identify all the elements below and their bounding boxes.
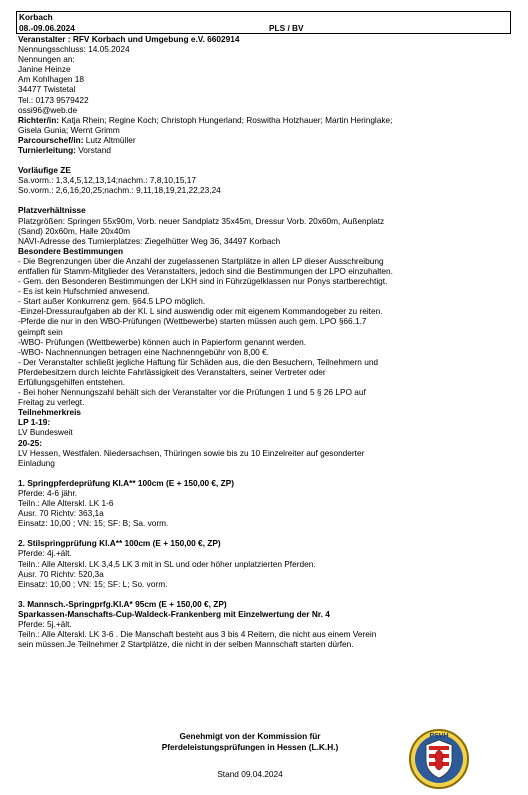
contact-name: Janine Heinze [18,64,71,75]
header-box [16,11,511,34]
pruefung-title: 2. Stilspringprüfung Kl.A** 100cm (E + 150,00 €, ZP) [18,538,221,549]
contact-email[interactable]: ossi96@web.de [18,104,78,115]
pruefung-subtitle: Sparkassen-Manschafts-Cup-Waldeck-Frankenberg mit Einzelwertung der Nr. 4 [18,608,330,619]
richter-names: Katja Rhein; Regine Koch; Christoph Hungerland; Roswitha Holzhauer; Martin Heringlake; [59,114,393,125]
besondere-line: - Es ist kein Hufschmied anwesend. [18,286,150,297]
teilnehmer-title: Teilnehmerkreis [18,407,82,418]
approval-footer [120,731,380,753]
besondere-line: -Einzel-Dressuraufgaben ab der Kl. L sind auswendig oder mit eigenem Kommandogeber zu reiten. [18,306,383,317]
pruefung-line: Teiln.: Alle Alterskl. LK 3-6 . Die Manschaft besteht aus 3 bis 4 Reitern, die nicht aus einem Verein [18,629,377,640]
content [18,34,513,649]
ze-so: So.vorm.: 2,6,16,20,25;nachm.: 9,11,18,19,21,22,23,24 [18,185,221,196]
pruefung-line: sein müssen.Je Teilnehmer 2 Startplätze, die nicht in der selben Mannschaft starten dürfen. [18,639,354,650]
teilnehmer-nr-label: 20-25: [18,437,42,448]
besondere-line: -Pferde die nur in den WBO-Prüfungen (Wettbewerbe) starten müssen auch gem. LPO §66.1.7 [18,316,367,327]
header-type: PLS / BV [269,22,304,33]
contact-city: 34477 Twistetal [18,84,76,95]
pruefung-line: Teiln.: Alle Alterskl. LK 1-6 [18,498,114,509]
stand-date: Stand 09.04.2024 [217,769,283,779]
pruefung-title: 1. Springpferdeprüfung Kl.A** 100cm (E + 150,00 €, ZP) [18,477,235,488]
teilnehmer-lp-value: LV Bundesweit [18,427,73,438]
pruefung-line: Einsatz: 10,00 ; VN: 15; SF: L; So. vorm. [18,578,168,589]
veranstalter: Veranstalter : RFV Korbach und Umgebung e.V. 6602914 [18,34,240,44]
contact-street: Am Kohlhagen 18 [18,74,84,85]
besondere-line: -WBO- Nachnennungen betragen eine Nachnenngebühr von 8,00 €. [18,346,269,357]
besondere-line: Freitag zu verlegt. [18,397,85,408]
pruefung-title: 3. Mannsch.-Springprfg.Kl.A* 95cm (E + 150,00 €, ZP) [18,598,227,609]
seal-text: PSVH [429,733,449,740]
pruefung-line: Ausr. 70 Richtv: 520,3a [18,568,104,579]
besondere-list [18,256,513,407]
pruefung-line: Pferde: 4-6 jähr. [18,487,78,498]
teilnehmer-lp-label: LP 1-19: [18,417,51,428]
besondere-line: - Der Veranstalter schließt jegliche Haftung für Schäden aus, die den Besuchern, Teilnehmern und [18,356,379,367]
besondere-title: Besondere Bestimmungen [18,245,124,256]
header-place: Korbach [19,12,53,22]
besondere-line: - Bei hoher Nennungszahl behält sich der Veranstalter vor die Prüfungen 1 und 5 § 26 LPO auf [18,387,366,398]
teilnehmer-nr-line-1: LV Hessen, Westfalen. Niedersachsen, Thüringen sowie bis zu 10 Einzelreiter auf gesonderter [18,447,365,458]
header-dates: 08.-09.06.2024 [19,22,75,33]
richter-label: Richter/in: [18,114,60,125]
richter-line [18,115,513,125]
pruefung-line: Pferde: 5j.+ält. [18,618,72,629]
platz-line-2: (Sand) 20x60m, Halle 20x40m [18,225,131,236]
pruefung-line: Teiln.: Alle Alterskl. LK 3,4,5 LK 3 mit in SL und oder höher unplatzierten Pferden. [18,558,316,569]
ze-sa: Sa.vorm.: 1,3,4,5,12,13,14;nachm.: 7,8,10,15,17 [18,175,197,186]
parcours-label: Parcourschef/in: [18,134,84,145]
turnier-label: Turnierleitung: [18,145,76,156]
parcours-line [18,135,513,145]
contact-tel: Tel.: 0173 9579422 [18,94,89,105]
richter-line-2: Gisela Gunia; Wernt Grimm [18,124,120,135]
turnier-value: Vorstand [75,145,111,156]
teilnehmer-nr-line-2: Einladung [18,457,55,468]
besondere-line: -WBO- Prüfungen (Wettbewerbe) können auch in Papierform genannt werden. [18,336,307,347]
nennungsschluss: Nennungsschluss: 14.05.2024 [18,44,130,55]
besondere-line: - Start außer Konkurrenz gem. §64.5 LPO möglich. [18,296,206,307]
besondere-line: entfallen für Stamm-Mitglieder des Veranstalters, jedoch sind die Bestimmungen der LPO einzuhalten. [18,265,393,276]
besondere-line: Pferdebesitzern durch leichte Fahrlässigkeit des Veranstalters, seiner Vertreter oder [18,366,326,377]
besondere-line: - Die Begrenzungen über die Anzahl der zugelassenen Startplätze in allen LP dieser Ausschreibung [18,255,384,266]
turnier-line [18,145,513,155]
besondere-line: - Gem. den Besonderen Bestimmungen der LKH sind in Führzügelklassen nur Ponys startberechtigt. [18,276,388,287]
pruefung-line: Pferde: 4j.+ält. [18,548,72,559]
platz-title: Platzverhältnisse [18,205,86,216]
ze-title: Vorläufige ZE [18,165,71,176]
approval-line-1: Genehmigt von der Kommission für [179,731,321,741]
parcours-value: Lutz Altmüller [83,134,136,145]
platz-line-1: Platzgrößen: Springen 55x90m, Vorb. neuer Sandplatz 35x45m, Dressur Vorb. 20x60m, Außenplatz [18,215,385,226]
pruefung-1 [18,478,513,528]
besondere-line: Erfüllungsgehilfen entstehen. [18,377,126,387]
psvh-seal-icon [408,728,470,790]
besondere-line: geimpft sein [18,326,63,337]
platz-line-3: NAVI-Adresse des Turnierplatzes: Ziegelhütter Weg 36, 34497 Korbach [18,235,281,246]
pruefung-line: Einsatz: 10,00 ; VN: 15; SF: B; Sa. vorm. [18,518,169,529]
nennungen-an: Nennungen an: [18,54,75,65]
pruefung-line: Ausr. 70 Richtv: 363,1a [18,508,104,519]
approval-line-2: Pferdeleistungsprüfungen in Hessen (L.K.H.) [161,742,339,752]
pruefung-3 [18,599,513,649]
pruefung-2 [18,538,513,588]
